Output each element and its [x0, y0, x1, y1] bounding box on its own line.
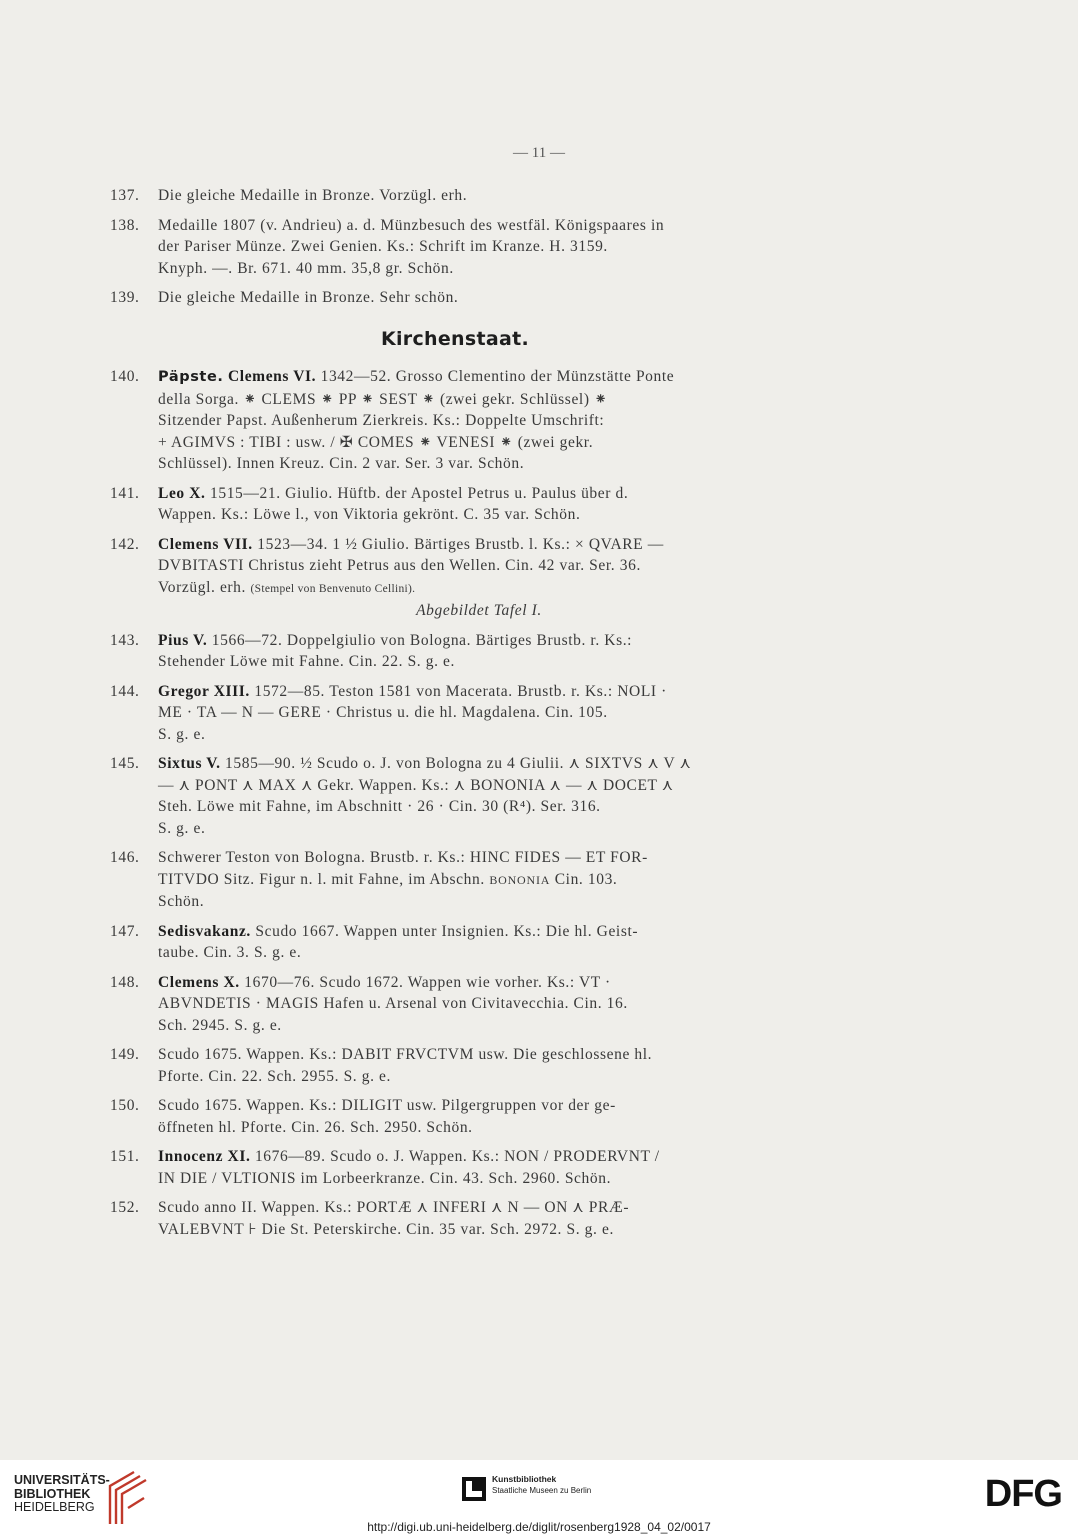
- entry-number: 150.: [110, 1097, 140, 1114]
- entry-number: 143.: [110, 631, 140, 649]
- entry-line: Sitzender Papst. Außenherum Zierkreis. Ks.: Doppelte Umschrift:: [158, 412, 605, 429]
- source-url[interactable]: http://digi.ub.uni-heidelberg.de/diglit/rosenberg1928_04_02/0017: [367, 1520, 711, 1534]
- entry-line: Knyph. —. Br. 671. 40 mm. 35,8 gr. Schön.: [158, 259, 454, 277]
- entry-151: [110, 1146, 800, 1189]
- entry-line: Scudo 1675. Wappen. Ks.: DILIGIT usw. Pilgergruppen vor der ge-: [158, 1097, 616, 1114]
- kb-title: Kunstbibliothek: [492, 1474, 557, 1484]
- entry-ruler: Sedisvakanz.: [158, 922, 251, 940]
- entry-text: 1585—90. ½ Scudo o. J. von Bologna zu 4 Giulii. ⋏ SIXTVS ⋏ V ⋏: [225, 755, 692, 772]
- entry-152: [110, 1197, 800, 1240]
- entry-line: [158, 577, 800, 601]
- entry-ruler: Pius V.: [158, 631, 208, 649]
- entry-146: [110, 847, 800, 913]
- uni-line: BIBLIOTHEK: [14, 1486, 91, 1501]
- entry-140: [110, 366, 800, 475]
- entry-text: 1342—52. Grosso Clementino der Münzstätte Ponte: [320, 368, 675, 385]
- entry-line: VALEBVNT ⊦ Die St. Peterskirche. Cin. 35 var. Sch. 2972. S. g. e.: [158, 1220, 614, 1238]
- section-title: Kirchenstaat.: [380, 327, 530, 350]
- entry-ruler: Clemens X.: [158, 973, 240, 991]
- page-number: — 11 —: [513, 145, 565, 161]
- kunstbibliothek-logo-icon: [462, 1477, 486, 1501]
- entry-line: [158, 534, 800, 556]
- entry-line: [158, 483, 800, 505]
- entry-line: Die gleiche Medaille in Bronze. Sehr schön.: [158, 289, 459, 306]
- entry-139: [110, 287, 800, 309]
- entry-line: Schlüssel). Innen Kreuz. Cin. 2 var. Ser. 3 var. Schön.: [158, 455, 525, 472]
- entry-text: 1676—89. Scudo o. J. Wappen. Ks.: NON / PRODERVNT /: [254, 1148, 660, 1165]
- entry-text: Cin. 103.: [554, 870, 618, 888]
- entry-line: [158, 681, 800, 703]
- entry-line: Scudo anno II. Wappen. Ks.: PORTÆ ⋏ INFERI ⋏ N — ON ⋏ PRÆ-: [158, 1199, 630, 1216]
- university-library-label: [14, 1474, 110, 1515]
- entry-148: [110, 972, 800, 1037]
- entry-number: 149.: [110, 1046, 140, 1063]
- entry-ruler: Clemens VII.: [158, 535, 253, 553]
- entry-text: TITVDO Sitz. Figur n. l. mit Fahne, im Abschn.: [158, 870, 485, 888]
- entry-number: 140.: [110, 368, 140, 385]
- entry-line: della Sorga. ⁕ CLEMS ⁕ PP ⁕ SEST ⁕ (zwei gekr. Schlüssel) ⁕: [158, 390, 608, 408]
- entry-number: 138.: [110, 216, 140, 234]
- kunstbibliothek-label: [492, 1474, 591, 1496]
- entry-text: 1670—76. Scudo 1672. Wappen wie vorher. Ks.: VT ·: [244, 973, 611, 991]
- entry-145: [110, 753, 800, 839]
- entry-line: Steh. Löwe mit Fahne, im Abschnitt · 26 · Cin. 30 (R⁴). Ser. 316.: [158, 798, 601, 815]
- entry-number: 141.: [110, 484, 140, 502]
- entry-text: 1572—85. Teston 1581 von Macerata. Brustb. r. Ks.: NOLI ·: [254, 682, 667, 700]
- entry-line: [158, 366, 800, 389]
- entry-number: 137.: [110, 187, 140, 204]
- entry-text: Vorzügl. erh.: [158, 578, 247, 596]
- entry-number: 139.: [110, 289, 140, 306]
- entry-line: Schön.: [158, 893, 205, 910]
- entry-line: öffneten hl. Pforte. Cin. 26. Sch. 2950. Schön.: [158, 1118, 473, 1136]
- entry-141: [110, 483, 800, 526]
- entry-line: S. g. e.: [158, 819, 206, 837]
- entry-ruler: Clemens VI.: [228, 368, 317, 385]
- entry-line: Sch. 2945. S. g. e.: [158, 1016, 282, 1034]
- entry-text: 1523—34. 1 ½ Giulio. Bärtiges Brustb. l. Ks.: × QVARE —: [257, 535, 664, 553]
- entry-number: 146.: [110, 849, 140, 866]
- mint-name: BONONIA: [489, 872, 551, 887]
- entry-line: taube. Cin. 3. S. g. e.: [158, 944, 302, 961]
- entry-line: Scudo 1675. Wappen. Ks.: DABIT FRVCTVM usw. Die geschlossene hl.: [158, 1046, 653, 1063]
- entry-line: + AGIMVS : TIBI : usw. / ✠ COMES ⁕ VENESI ⁕ (zwei gekr.: [158, 433, 594, 451]
- entry-line: [158, 869, 800, 892]
- dfg-logo: DFG: [984, 1473, 1062, 1515]
- entry-line: S. g. e.: [158, 725, 206, 743]
- entry-137: [110, 185, 800, 207]
- entry-note: (Stempel von Benvenuto Cellini).: [250, 582, 416, 595]
- entry-line: Medaille 1807 (v. Andrieu) a. d. Münzbesuch des westfäl. Königspaares in: [158, 216, 665, 234]
- entry-147: [110, 921, 800, 964]
- entry-150: [110, 1095, 800, 1138]
- entry-line: [158, 1146, 800, 1168]
- entry-line: IN DIE / VLTIONIS im Lorbeerkranze. Cin. 43. Sch. 2960. Schön.: [158, 1169, 612, 1187]
- entry-138: [110, 215, 800, 280]
- entry-number: 152.: [110, 1199, 140, 1216]
- entry-149: [110, 1044, 800, 1087]
- entry-line: [158, 753, 800, 775]
- entry-number: 142.: [110, 535, 140, 553]
- plate-reference: Abgebildet Tafel I.: [416, 602, 542, 619]
- entry-line: der Pariser Münze. Zwei Genien. Ks.: Schrift im Kranze. H. 3159.: [158, 238, 608, 255]
- entry-text: 1515—21. Giulio. Hüftb. der Apostel Petrus u. Paulus über d.: [210, 484, 629, 502]
- catalog-content: [110, 185, 800, 1248]
- uni-line: UNIVERSITÄTS-: [14, 1473, 110, 1487]
- university-logo-icon: [104, 1468, 150, 1526]
- entry-number: 145.: [110, 755, 140, 772]
- entry-heading: Päpste.: [158, 369, 224, 385]
- entry-line: DVBITASTI Christus zieht Petrus aus den Wellen. Cin. 42 var. Ser. 36.: [158, 557, 641, 574]
- entry-line: Die gleiche Medaille in Bronze. Vorzügl. erh.: [158, 187, 468, 204]
- digitization-footer: [0, 1460, 1078, 1537]
- entry-text: 1566—72. Doppelgiulio von Bologna. Bärtiges Brustb. r. Ks.:: [211, 631, 633, 649]
- entry-line: [158, 921, 800, 943]
- entry-line: Schwerer Teston von Bologna. Brustb. r. Ks.: HINC FIDES — ET FOR-: [158, 849, 648, 866]
- entry-number: 151.: [110, 1148, 140, 1165]
- entry-line: Wappen. Ks.: Löwe l., von Viktoria gekrönt. C. 35 var. Schön.: [158, 506, 581, 523]
- entry-number: 144.: [110, 682, 140, 700]
- entry-line: [158, 630, 800, 652]
- entry-line: ABVNDETIS · MAGIS Hafen u. Arsenal von Civitavecchia. Cin. 16.: [158, 995, 628, 1012]
- entry-line: Pforte. Cin. 22. Sch. 2955. S. g. e.: [158, 1067, 391, 1085]
- entry-line: [158, 972, 800, 994]
- entry-ruler: Innocenz XI.: [158, 1148, 251, 1165]
- entry-ruler: Gregor XIII.: [158, 682, 250, 700]
- entry-line: ME · TA — N — GERE · Christus u. die hl. Magdalena. Cin. 105.: [158, 704, 608, 721]
- entry-ruler: Leo X.: [158, 484, 206, 502]
- entry-number: 148.: [110, 973, 140, 991]
- entry-142: [110, 534, 800, 622]
- entry-text: Scudo 1667. Wappen unter Insignien. Ks.: Die hl. Geist-: [255, 922, 639, 940]
- entry-number: 147.: [110, 922, 140, 940]
- entry-line: — ⋏ PONT ⋏ MAX ⋏ Gekr. Wappen. Ks.: ⋏ BONONIA ⋏ — ⋏ DOCET ⋏: [158, 776, 674, 794]
- entry-144: [110, 681, 800, 746]
- entry-143: [110, 630, 800, 673]
- entry-line: Stehender Löwe mit Fahne. Cin. 22. S. g. e.: [158, 653, 456, 670]
- kb-subtitle: Staatliche Museen zu Berlin: [492, 1486, 592, 1495]
- uni-line: HEIDELBERG: [14, 1500, 95, 1514]
- entry-ruler: Sixtus V.: [158, 755, 221, 772]
